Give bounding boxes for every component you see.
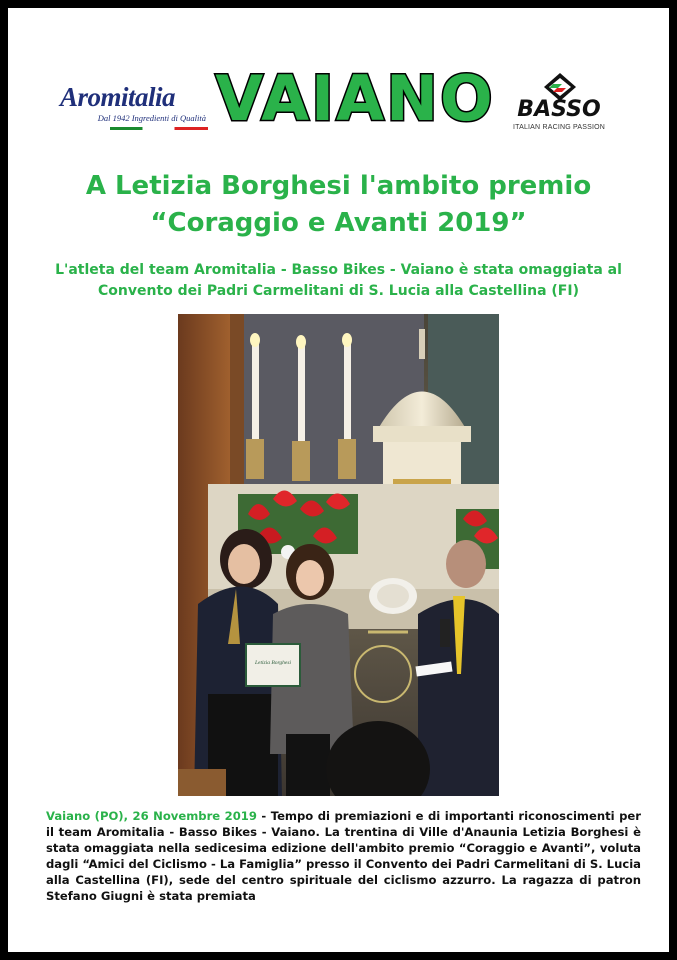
headline-line-2: “Coraggio e Avanti 2019” bbox=[150, 208, 527, 238]
basso-logo-name: BASSO bbox=[517, 97, 601, 122]
award-plaque bbox=[246, 644, 300, 686]
article-text: - Tempo di premiazioni e di importanti riconoscimenti per il team Aromitalia - Basso Bikes - Vaiano. La trentina di Ville d'Anaunia Letizia Borghesi è stata omaggiata nella sedicesima edizione dell'ambito premio “Coraggio e Avanti”, voluta dagli “Amici del Ciclismo - La Famiglia” presso il Convento dei Padri Carmelitani di S. Lucia alla Castellina (FI), sede del centro spirituale del ciclismo azzurro. La ragazza di patron Stefano Giugni è stata premiata bbox=[46, 809, 641, 903]
flyer-page bbox=[8, 8, 669, 952]
aromitalia-logo-tagline: Dal 1942 Ingredienti di Qualità bbox=[97, 113, 206, 123]
headline bbox=[28, 168, 649, 242]
basso-logo bbox=[498, 72, 623, 134]
aromitalia-logo-name: Aromitalia bbox=[60, 82, 176, 112]
subheadline bbox=[28, 260, 649, 302]
headline-line-1: A Letizia Borghesi l'ambito premio bbox=[85, 171, 592, 201]
subheadline-line-2: Convento dei Padri Carmelitani di S. Lucia alla Castellina (FI) bbox=[98, 283, 579, 299]
award-ceremony-photo bbox=[178, 314, 499, 796]
aromitalia-logo bbox=[60, 83, 210, 131]
article-dateline: Vaiano (PO), 26 Novembre 2019 bbox=[46, 809, 257, 823]
plaque-text: Letizia Borghesi bbox=[254, 660, 292, 666]
basso-logo-tagline: ITALIAN RACING PASSION bbox=[512, 124, 606, 131]
tricolor-stripe bbox=[110, 127, 208, 130]
subheadline-line-1: L'atleta del team Aromitalia - Basso Bikes - Vaiano è stata omaggiata al bbox=[55, 262, 622, 278]
article-body bbox=[46, 808, 641, 904]
masthead-title: VAIANO bbox=[215, 62, 495, 135]
